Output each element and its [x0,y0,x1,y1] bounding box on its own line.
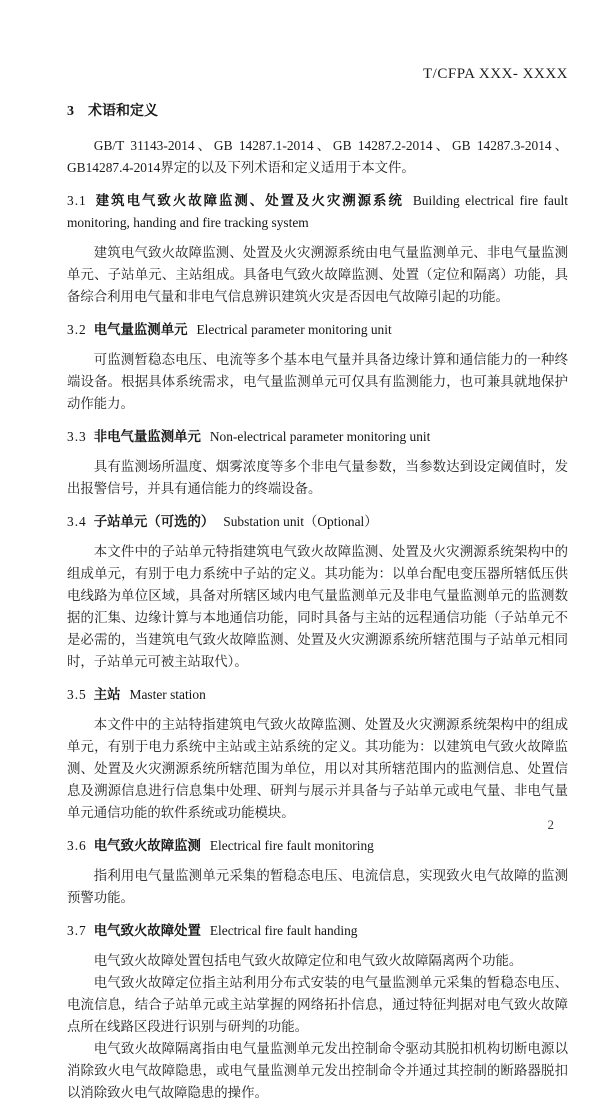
term-en: Electrical parameter monitoring unit [196,322,392,337]
term-definition: 电气致火故障隔离指由电气量监测单元发出控制命令驱动其脱扣机构切断电源以消除致火电气故障隐患，或电气量监测单元发出控制命令并通过其控制的断路器脱扣以消除致火电气故障隐患的操作。 [67,1041,568,1100]
term-zh: 非电气量监测单元 [93,429,201,444]
term-heading-3-4 [67,511,568,533]
term-zh: 电气致火故障处置 [93,923,201,938]
term-definition: 本文件中的主站特指建筑电气致火故障监测、处置及火灾溯源系统架构中的组成单元，有别于电力系统中主站或主站系统的定义。其功能为：以建筑电气致火故障监测、处置及火灾溯源系统所辖范围为单位，用以对其所辖范围内的监测信息、处置信息及溯源信息进行信息集中处理、研判与展示并具备与子站单元或电气量、非电气量单元通信功能的软件系统或功能模块。 [67,717,568,820]
section-3-title: 术语和定义 [88,104,158,119]
term-number: 3.6 [67,838,87,853]
term-definition: 具有监测场所温度、烟雾浓度等多个非电气量参数，当参数达到设定阈值时，发出报警信号，并具有通信能力的终端设备。 [67,459,568,496]
term-definition: 指利用电气量监测单元采集的暂稳态电压、电流信息，实现致火电气故障的监测预警功能。 [67,868,568,905]
term-section-3-2 [67,319,568,415]
term-en: Electrical fire fault monitoring [209,838,374,853]
term-heading-3-1 [67,190,568,234]
page-number: 2 [547,817,554,832]
term-section-3-1 [67,190,568,308]
term-number: 3.5 [67,687,87,702]
term-zh: 电气致火故障监测 [93,838,201,853]
term-zh: 子站单元（可选的） [93,514,215,529]
term-heading-3-5 [67,684,568,706]
term-heading-3-2 [67,319,568,341]
term-en: Electrical fire fault handing [209,923,358,938]
term-zh: 建筑电气致火故障监测、处置及火灾溯源系统 [93,193,404,208]
term-heading-3-7 [67,920,568,942]
section-3-heading [67,100,568,120]
term-section-3-5 [67,684,568,824]
term-definition: 本文件中的子站单元特指建筑电气致火故障监测、处置及火灾溯源系统架构中的组成单元，有别于电力系统中子站的定义。其功能为：以单台配电变压器所辖低压供电线路为单位区域，具备对所辖区域内电气量监测单元及非电气量监测单元的监测数据的汇集、边缘计算与本地通信功能，同时具备与主站的远程通信功能（子站单元不是必需的，当建筑电气致火故障监测、处置及火灾溯源系统所辖范围与子站单元相同时，子站单元可被主站取代）。 [67,544,568,669]
term-number: 3.1 [67,193,87,208]
term-en: Non-electrical parameter monitoring unit [209,429,431,444]
term-number: 3.2 [67,322,87,337]
term-number: 3.4 [67,514,87,529]
term-en: Master station [129,687,206,702]
term-section-3-3 [67,426,568,500]
document-header-code: T/CFPA XXX- XXXX [423,66,568,82]
term-definition: 电气致火故障处置包括电气致火故障定位和电气致火故障隔离两个功能。 [93,953,523,968]
term-heading-3-6 [67,835,568,857]
term-heading-3-3 [67,426,568,448]
term-definition: 建筑电气致火故障监测、处置及火灾溯源系统由电气量监测单元、非电气量监测单元、子站单元、主站组成。具备电气致火故障监测、处置（定位和隔离）功能，具备综合利用电气量和非电气信息辨识建筑火灾是否因电气故障引起的功能。 [67,245,568,304]
term-section-3-6 [67,835,568,909]
term-en: Substation unit（Optional） [223,514,378,529]
term-en: Building electrical fire fault monitoring, handing and fire tracking system [67,193,568,230]
term-section-3-4 [67,511,568,673]
term-zh: 电气量监测单元 [93,322,188,337]
term-zh: 主站 [93,687,121,702]
term-number: 3.3 [67,429,87,444]
term-section-3-7 [67,920,568,1104]
term-definition: 可监测暂稳态电压、电流等多个基本电气量并具备边缘计算和通信能力的一种终端设备。根据具体系统需求，电气量监测单元可仅具有监测能力，也可兼具就地保护动作能力。 [67,352,568,411]
section-3-number: 3 [67,104,74,119]
term-definition: 电气致火故障定位指主站利用分布式安装的电气量监测单元采集的暂稳态电压、电流信息，结合子站单元或主站掌握的网络拓扑信息，通过特征判据对电气致火故障点所在线路区段进行识别与研判的功能。 [67,975,568,1034]
intro-paragraph: GB/T 31143-2014、GB 14287.1-2014、GB 14287.2-2014、GB 14287.3-2014、GB14287.4-2014界定的以及下列术语和定义适用于本文件。 [67,138,568,175]
term-number: 3.7 [67,923,87,938]
